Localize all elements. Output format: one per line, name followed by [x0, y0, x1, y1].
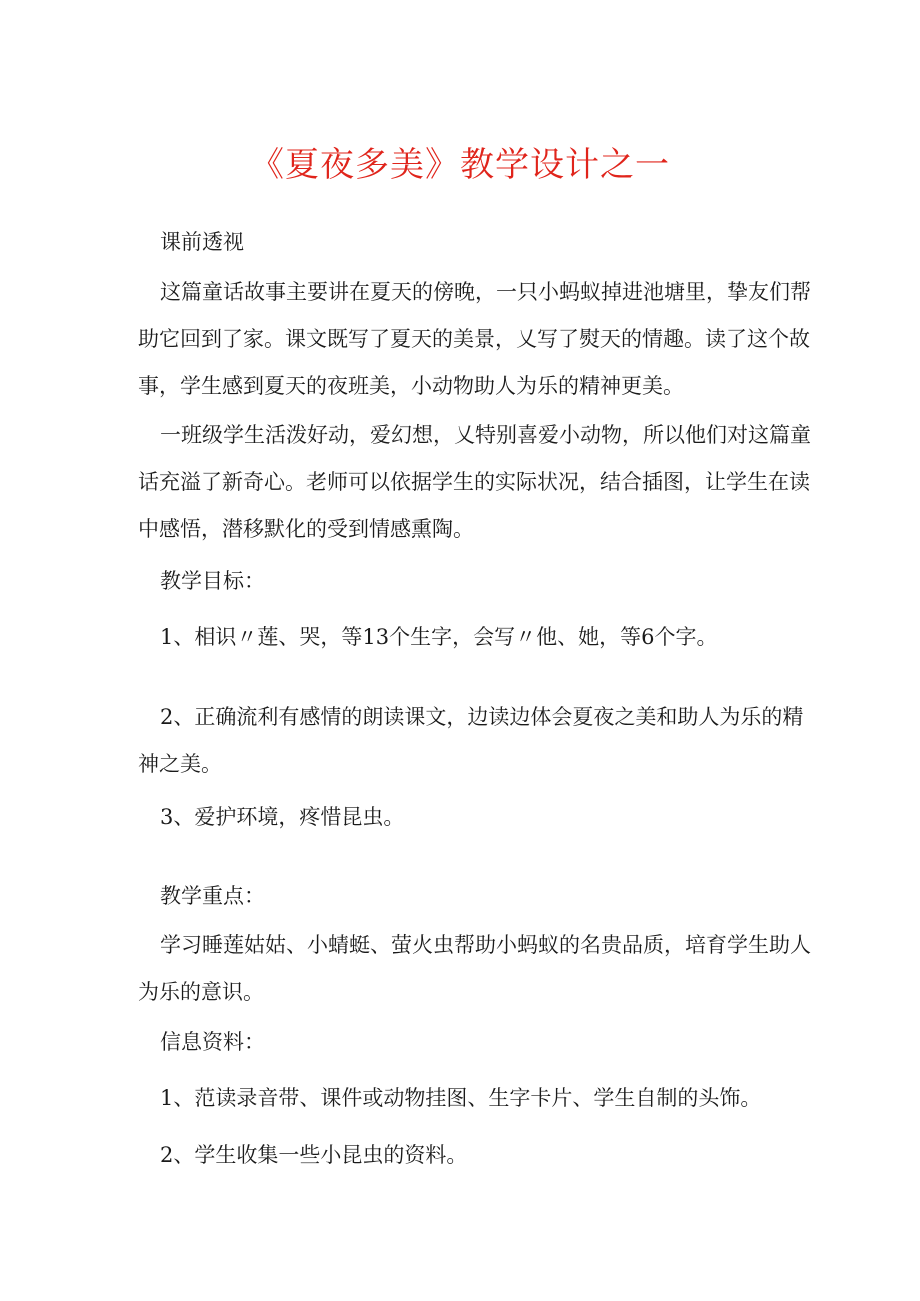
document-title: 《夏夜多美》教学设计之一: [250, 145, 670, 185]
section-heading-preview: 课前透视: [160, 230, 244, 254]
focus-line-2: 为乐的意识。: [138, 980, 264, 1004]
class-line-2: 话充溢了新奇心。老师可以依据学生的实际状况，结合插图，让学生在读: [138, 470, 810, 494]
focus-line-1: 学习睡莲姑姑、小蜻蜓、萤火虫帮助小蚂蚁的名贵品质，培育学生助人: [160, 933, 811, 957]
section-heading-goals: 教学目标：: [160, 569, 265, 593]
intro-line-3: 事，学生感到夏天的夜班美，小动物助人为乐的精神更美。: [138, 374, 684, 398]
intro-paragraph: [138, 269, 811, 410]
focus-paragraph: [138, 922, 811, 1016]
info-item-2: 2、学生收集一些小昆虫的资料。: [160, 1143, 468, 1167]
intro-line-1: 这篇童话故事主要讲在夏天的傍晚，一只小蚂蚁掉进池塘里，挚友们帮: [160, 280, 811, 304]
info-item-1: 1、范读录音带、课件或动物挂图、生字卡片、学生自制的头饰。: [160, 1086, 762, 1110]
section-heading-info: 信息资料：: [160, 1030, 265, 1054]
goal-2-line-1: 2、正确流利有感情的朗读课文，边读边体会夏夜之美和助人为乐的精: [160, 705, 804, 729]
intro-line-2: 助它回到了家。课文既写了夏天的美景，乂写了熨天的情趣。读了这个故: [138, 327, 810, 351]
class-paragraph: [138, 412, 811, 553]
goal-item-3: 3、爱护环境，疼惜昆虫。: [160, 805, 405, 829]
goal-2-line-2: 神之美。: [138, 752, 222, 776]
goal-item-1: 1、相识〃莲、哭，等13个生字，会写〃他、她，等6个字。: [160, 625, 718, 649]
class-line-1: 一班级学生活泼好动，爱幻想，乂特别喜爱小动物，所以他们对这篇童: [160, 423, 811, 447]
section-heading-focus: 教学重点：: [160, 884, 265, 908]
class-line-3: 中感悟，潜移默化的受到情感熏陶。: [138, 517, 474, 541]
goal-item-2: [138, 694, 804, 788]
